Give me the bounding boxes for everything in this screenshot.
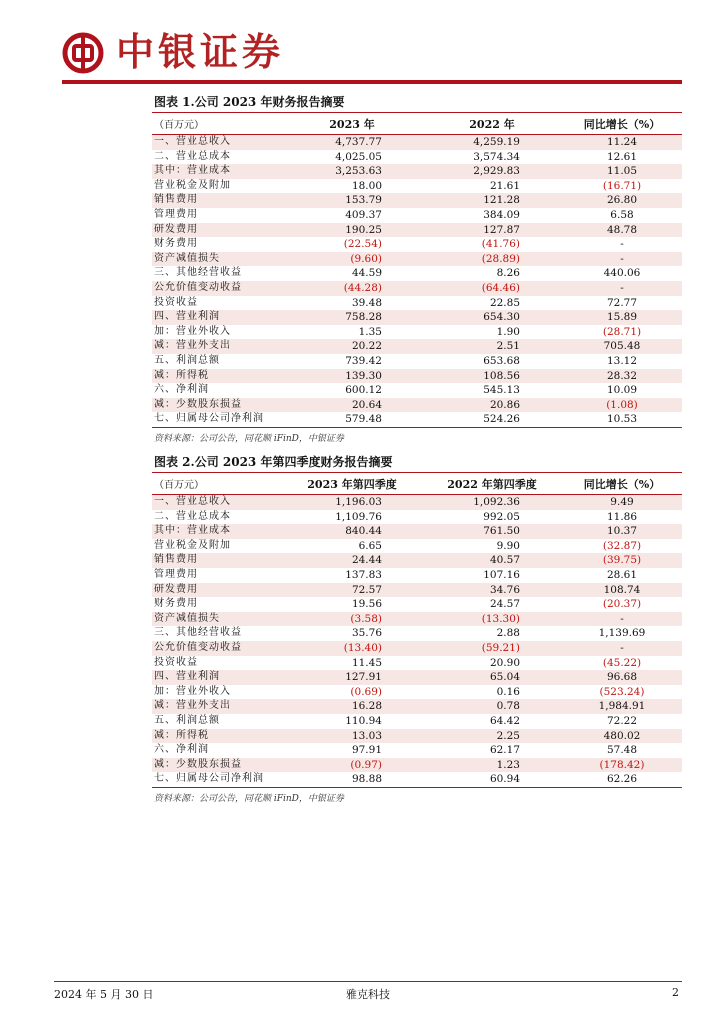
table-row — [152, 223, 682, 238]
table-row — [152, 670, 682, 685]
table2-col-header: 同比增长（%） — [583, 477, 661, 491]
cell-value-prior: 992.05 — [483, 510, 520, 523]
cell-value-current: 18.00 — [351, 179, 382, 192]
row-label: 三、其他经营收益 — [154, 627, 242, 639]
cell-value-yoy: 28.61 — [606, 568, 638, 581]
table-row — [152, 597, 682, 612]
cell-value-prior: 4,259.19 — [422, 135, 562, 150]
row-label: 其中：营业成本 — [152, 524, 282, 539]
cell-value-current: 139.30 — [282, 369, 422, 384]
cell-value-yoy: - — [562, 641, 682, 656]
cell-value-prior: 24.57 — [489, 598, 520, 611]
cell-value-yoy: (28.71) — [602, 325, 642, 338]
row-label: 减：所得税 — [152, 369, 282, 384]
cell-value-prior: (59.21) — [422, 641, 562, 656]
cell-value-prior: 60.94 — [489, 773, 520, 786]
cell-value-yoy: 10.09 — [606, 384, 638, 397]
cell-value-yoy: 26.80 — [562, 193, 682, 208]
cell-value-prior: 0.78 — [422, 699, 562, 714]
table-row — [152, 685, 682, 700]
cell-value-yoy: 11.86 — [606, 510, 638, 523]
cell-value-prior: 64.42 — [489, 714, 520, 727]
table1-block — [152, 92, 682, 444]
row-label: 六、净利润 — [154, 744, 209, 756]
cell-value-current: 1.35 — [358, 325, 382, 338]
table-row — [152, 553, 682, 568]
cell-value-prior: 524.26 — [483, 413, 520, 426]
cell-value-yoy: 9.49 — [562, 495, 682, 510]
cell-value-current: 739.42 — [345, 354, 382, 367]
cell-value-yoy: 1,984.91 — [562, 699, 682, 714]
row-label: 减：营业外支出 — [152, 699, 282, 714]
cell-value-current: 16.28 — [282, 699, 422, 714]
table-row — [152, 583, 682, 598]
cell-value-prior: 22.85 — [489, 296, 520, 309]
table1-title: 图表 1.公司 2023 年财务报告摘要 — [152, 92, 682, 113]
cell-value-prior: 20.90 — [489, 656, 520, 669]
cell-value-current: 1,109.76 — [335, 510, 382, 523]
cell-value-current: 72.57 — [282, 583, 422, 598]
cell-value-prior: 2.25 — [422, 729, 562, 744]
row-label: 加：营业外收入 — [154, 685, 231, 697]
row-label: 管理费用 — [154, 568, 198, 580]
table-row — [152, 150, 682, 165]
table2-block — [152, 452, 682, 804]
cell-value-current: 758.28 — [282, 310, 422, 325]
table-row — [152, 237, 682, 252]
row-label: 管理费用 — [154, 208, 198, 220]
cell-value-current: 4,025.05 — [335, 150, 382, 163]
cell-value-prior: 9.90 — [496, 539, 520, 552]
table-row — [152, 398, 682, 413]
table-row — [152, 310, 682, 325]
table-row — [152, 252, 682, 267]
cell-value-yoy: (39.75) — [562, 553, 682, 568]
table1-col-header: 2022 年 — [469, 117, 515, 131]
cell-value-yoy: (20.37) — [602, 598, 642, 611]
cell-value-prior: 40.57 — [422, 553, 562, 568]
cell-value-yoy: 15.89 — [562, 310, 682, 325]
row-label: 公允价值变动收益 — [152, 641, 282, 656]
cell-value-prior: (13.30) — [422, 612, 562, 627]
brand-name: 中银证券 — [116, 30, 285, 74]
table-row — [152, 772, 682, 787]
cell-value-yoy: 72.22 — [606, 714, 638, 727]
page-header — [0, 0, 724, 90]
table-row — [152, 568, 682, 583]
row-label: 销售费用 — [152, 553, 282, 568]
cell-value-prior: 1.90 — [496, 325, 520, 338]
header-rule — [62, 80, 682, 84]
row-label: 减：少数股东损益 — [152, 758, 282, 773]
cell-value-yoy: 72.77 — [606, 296, 638, 309]
cell-value-current: 190.25 — [282, 223, 422, 238]
cell-value-prior: 653.68 — [483, 354, 520, 367]
cell-value-prior: 121.28 — [422, 193, 562, 208]
cell-value-current: (9.60) — [282, 252, 422, 267]
cell-value-current: (13.40) — [282, 641, 422, 656]
row-label: 二、营业总成本 — [154, 150, 231, 162]
cell-value-prior: 2.88 — [496, 627, 520, 640]
cell-value-yoy: 11.05 — [562, 164, 682, 179]
cell-value-yoy: 62.26 — [606, 773, 638, 786]
cell-value-prior: 62.17 — [489, 744, 520, 757]
cell-value-current: 153.79 — [282, 193, 422, 208]
cell-value-prior: 1.23 — [422, 758, 562, 773]
cell-value-current: 44.59 — [351, 267, 382, 280]
row-label: 其中：营业成本 — [152, 164, 282, 179]
cell-value-current: (44.28) — [282, 281, 422, 296]
cell-value-current: (3.58) — [282, 612, 422, 627]
row-label: 一、营业总收入 — [152, 495, 282, 510]
cell-value-current: 20.64 — [282, 398, 422, 413]
row-label: 研发费用 — [152, 583, 282, 598]
page-number: 2 — [672, 986, 679, 999]
row-label: 六、净利润 — [154, 384, 209, 396]
cell-value-yoy: 705.48 — [562, 339, 682, 354]
row-label: 研发费用 — [152, 223, 282, 238]
cell-value-yoy: 440.06 — [603, 267, 641, 280]
row-label: 销售费用 — [152, 193, 282, 208]
table1-header-row — [152, 113, 682, 135]
table1-col-header: 同比增长（%） — [583, 117, 661, 131]
cell-value-prior: 20.86 — [422, 398, 562, 413]
table2-source: 资料来源：公司公告，同花顺 iFinD，中银证券 — [154, 793, 344, 804]
cell-value-prior: (64.46) — [422, 281, 562, 296]
row-label: 营业税金及附加 — [154, 539, 231, 551]
cell-value-current: 579.48 — [345, 413, 382, 426]
cell-value-current: 4,737.77 — [282, 135, 422, 150]
table2-col-header: 2023 年第四季度 — [307, 477, 397, 491]
cell-value-prior: 108.56 — [422, 369, 562, 384]
cell-value-yoy: 13.12 — [606, 354, 638, 367]
cell-value-prior: 21.61 — [489, 179, 520, 192]
cell-value-yoy: 96.68 — [562, 670, 682, 685]
table-row — [152, 339, 682, 354]
row-label: 七、归属母公司净利润 — [154, 773, 264, 785]
cell-value-yoy: 108.74 — [562, 583, 682, 598]
table-row — [152, 714, 682, 729]
cell-value-yoy: 10.37 — [562, 524, 682, 539]
row-label: 四、营业利润 — [152, 310, 282, 325]
table-row — [152, 135, 682, 150]
cell-value-current: 24.44 — [282, 553, 422, 568]
table2-unit: （百万元） — [154, 480, 204, 491]
cell-value-current: (0.97) — [282, 758, 422, 773]
row-label: 减：营业外支出 — [152, 339, 282, 354]
cell-value-yoy: (45.22) — [602, 656, 642, 669]
table-row — [152, 626, 682, 641]
table-row — [152, 510, 682, 525]
cell-value-yoy: (178.42) — [562, 758, 682, 773]
cell-value-current: 600.12 — [345, 384, 382, 397]
cell-value-yoy: (16.71) — [602, 179, 642, 192]
cell-value-prior: 34.76 — [422, 583, 562, 598]
cell-value-yoy: - — [562, 281, 682, 296]
cell-value-current: (22.54) — [343, 238, 382, 251]
cell-value-current: 3,253.63 — [282, 164, 422, 179]
table-row — [152, 208, 682, 223]
cell-value-prior: 2.51 — [422, 339, 562, 354]
row-label: 减：所得税 — [152, 729, 282, 744]
table1-col-header: 2023 年 — [329, 117, 375, 131]
cell-value-prior: 1,092.36 — [422, 495, 562, 510]
cell-value-yoy: - — [620, 238, 624, 251]
row-label: 财务费用 — [154, 598, 198, 610]
table-row — [152, 383, 682, 398]
row-label: 四、营业利润 — [152, 670, 282, 685]
table-row — [152, 179, 682, 194]
cell-value-current: 137.83 — [345, 568, 382, 581]
table-row — [152, 743, 682, 758]
cell-value-yoy: 10.53 — [606, 413, 638, 426]
cell-value-yoy: 48.78 — [562, 223, 682, 238]
cell-value-yoy: 11.24 — [562, 135, 682, 150]
row-label: 资产减值损失 — [152, 612, 282, 627]
table-row — [152, 354, 682, 369]
cell-value-prior: 2,929.83 — [422, 164, 562, 179]
cell-value-current: 97.91 — [351, 744, 382, 757]
table2-title: 图表 2.公司 2023 年第四季度财务报告摘要 — [152, 452, 682, 473]
table2-col-header: 2022 年第四季度 — [447, 477, 537, 491]
table2-header-row — [152, 473, 682, 495]
cell-value-current: 409.37 — [345, 208, 382, 221]
table-row — [152, 495, 682, 510]
cell-value-prior: 8.26 — [496, 267, 520, 280]
table-row — [152, 539, 682, 554]
cell-value-current: (0.69) — [350, 685, 382, 698]
table-row — [152, 193, 682, 208]
row-label: 三、其他经营收益 — [154, 267, 242, 279]
row-label: 营业税金及附加 — [154, 179, 231, 191]
table-row — [152, 524, 682, 539]
cell-value-prior: 654.30 — [422, 310, 562, 325]
cell-value-current: 840.44 — [282, 524, 422, 539]
row-label: 投资收益 — [154, 656, 198, 668]
row-label: 五、利润总额 — [154, 354, 220, 366]
row-label: 二、营业总成本 — [154, 510, 231, 522]
row-label: 五、利润总额 — [154, 714, 220, 726]
row-label: 一、营业总收入 — [152, 135, 282, 150]
table1-unit: （百万元） — [154, 120, 204, 131]
cell-value-yoy: (523.24) — [599, 685, 645, 698]
cell-value-yoy: 12.61 — [606, 150, 638, 163]
table1 — [152, 113, 682, 428]
table-row — [152, 699, 682, 714]
cell-value-prior: (28.89) — [422, 252, 562, 267]
cell-value-current: 6.65 — [358, 539, 382, 552]
table-row — [152, 758, 682, 773]
cell-value-prior: 761.50 — [422, 524, 562, 539]
cell-value-yoy: 1,139.69 — [598, 627, 646, 640]
cell-value-current: 98.88 — [351, 773, 382, 786]
row-label: 财务费用 — [154, 238, 198, 250]
footer-rule — [54, 981, 682, 982]
table1-source: 资料来源：公司公告，同花顺 iFinD，中银证券 — [154, 433, 344, 444]
table-row — [152, 281, 682, 296]
row-label: 投资收益 — [154, 296, 198, 308]
row-label: 资产减值损失 — [152, 252, 282, 267]
table-row — [152, 412, 682, 427]
table-row — [152, 369, 682, 384]
cell-value-yoy: 28.32 — [562, 369, 682, 384]
cell-value-yoy: (1.08) — [562, 398, 682, 413]
cell-value-current: 1,196.03 — [282, 495, 422, 510]
row-label: 加：营业外收入 — [154, 325, 231, 337]
table-row — [152, 164, 682, 179]
cell-value-prior: 545.13 — [483, 384, 520, 397]
cell-value-prior: 65.04 — [422, 670, 562, 685]
footer-company: 雅克科技 — [346, 988, 390, 1001]
table-row — [152, 266, 682, 281]
row-label: 公允价值变动收益 — [152, 281, 282, 296]
cell-value-yoy: - — [562, 612, 682, 627]
cell-value-yoy: 6.58 — [610, 208, 634, 221]
table2 — [152, 473, 682, 788]
cell-value-current: 11.45 — [351, 656, 382, 669]
cell-value-current: 13.03 — [282, 729, 422, 744]
cell-value-yoy: 57.48 — [606, 744, 638, 757]
table1-body — [152, 135, 682, 428]
cell-value-yoy: (32.87) — [602, 539, 642, 552]
cell-value-current: 19.56 — [351, 598, 382, 611]
cell-value-current: 20.22 — [282, 339, 422, 354]
footer-date: 2024 年 5 月 30 日 — [54, 988, 154, 1001]
cell-value-prior: 384.09 — [483, 208, 520, 221]
cell-value-yoy: 480.02 — [562, 729, 682, 744]
row-label: 七、归属母公司净利润 — [154, 413, 264, 425]
table-row — [152, 612, 682, 627]
cell-value-prior: (41.76) — [481, 238, 520, 251]
cell-value-current: 39.48 — [351, 296, 382, 309]
cell-value-prior: 0.16 — [496, 685, 520, 698]
cell-value-current: 35.76 — [351, 627, 382, 640]
table-row — [152, 641, 682, 656]
table-row — [152, 296, 682, 311]
table-row — [152, 325, 682, 340]
cell-value-current: 110.94 — [345, 714, 382, 727]
bank-of-china-logo-icon — [62, 32, 104, 74]
table-row — [152, 656, 682, 671]
cell-value-prior: 3,574.34 — [473, 150, 520, 163]
cell-value-prior: 127.87 — [422, 223, 562, 238]
cell-value-yoy: - — [562, 252, 682, 267]
table-row — [152, 729, 682, 744]
row-label: 减：少数股东损益 — [152, 398, 282, 413]
cell-value-current: 127.91 — [282, 670, 422, 685]
table2-body — [152, 495, 682, 788]
cell-value-prior: 107.16 — [483, 568, 520, 581]
